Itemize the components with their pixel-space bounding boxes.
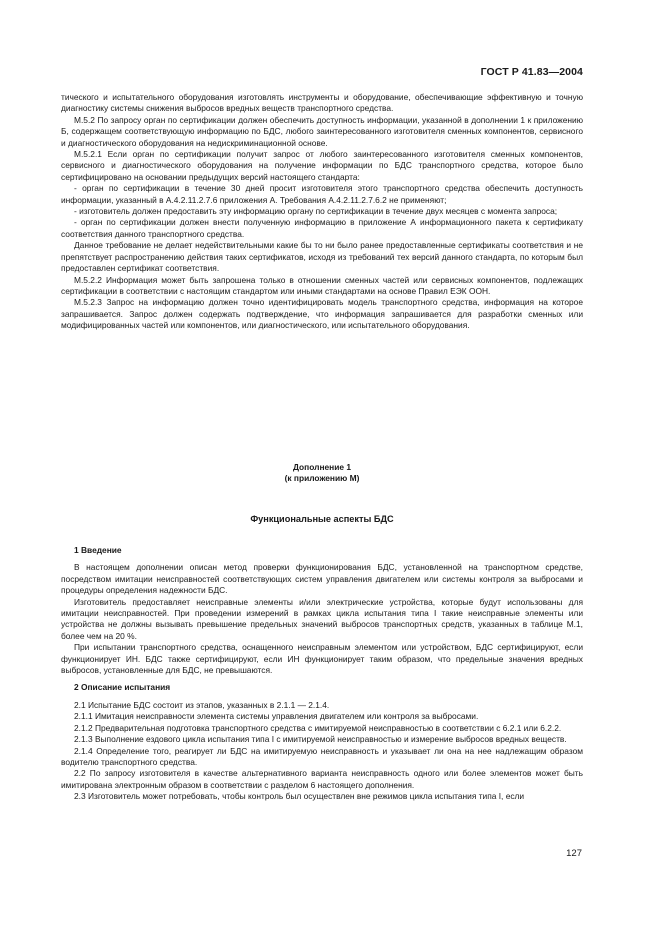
- paragraph: Данное требование не делает недействительными какие бы то ни было ранее предоставленные сертификаты соответствия и не препятствует распространению действия таких сертификатов, исходя из требований тех версий данного стандарта, по которым был предоставлен сертификат соответствия.: [61, 240, 583, 274]
- list-item: - изготовитель должен предоставить эту информацию органу по сертификации в течение двух месяцев с момента запроса;: [74, 206, 558, 217]
- paragraph: М.5.2 По запросу орган по сертификации должен обеспечить доступность информации, указанной в дополнении 1 к приложению Б, содержащем соответствующую информацию по БДС, любого заинтересованного изготовителя сменных компонентов, сервисного и диагностического оборудования на недискриминационной основе.: [61, 114, 583, 148]
- section-heading: 1 Введение: [74, 545, 122, 555]
- paragraph: 2.2 По запросу изготовителя в качестве альтернативного варианта неисправность одного или более элементов может быть имитирована электронным образом в соответствии с разделом 6 настоящего дополнения.: [61, 768, 583, 790]
- list-item: - орган по сертификации в течение 30 дней просит изготовителя этого транспортного средства обеспечить доступность информации, указанный в А.4.2.11.2.7.6 приложения А. Требования А.4.2.11.2.7.6.2 не применяют;: [61, 183, 583, 205]
- paragraph: 2.1.3 Выполнение ездового цикла испытания типа I с имитируемой неисправностью и измерение выбросов вредных веществ.: [74, 734, 567, 745]
- paragraph: тического и испытательного оборудования изготовлять инструменты и оборудование, обеспечивающие эффективную и точную диагностику системы снижения выбросов вредных веществ транспортного средства.: [61, 92, 583, 114]
- bottom-text-block: [61, 545, 583, 803]
- section-title: Функциональные аспекты БДС: [250, 514, 394, 524]
- list-item: - орган по сертификации должен внести полученную информацию в приложение А информационного пакета к сертификату соответствия данного транспортного средства.: [61, 217, 583, 239]
- paragraph: 2.1.4 Определение того, реагирует ли БДС на имитируемую неисправность и указывает ли она на нее надлежащим образом водителю транспортного средства.: [61, 745, 583, 767]
- paragraph: 2.1 Испытание БДС состоит из этапов, указанных в 2.1.1 — 2.1.4.: [74, 699, 330, 710]
- appendix-title-block: [61, 462, 583, 485]
- paragraph: При испытании транспортного средства, оснащенного неисправным элементом или устройством, БДС сертифицируют, если функционирует ИН. БДС также сертифицируют, если ИН функционирует таким образом, что предельные значения вредных выбросов, установленные для БДС, не превышаются.: [61, 642, 583, 676]
- top-text-block: [61, 92, 583, 332]
- paragraph: М.5.2.3 Запрос на информацию должен точно идентифицировать модель транспортного средства, информация на которое запрашивается. Запрос должен содержать подтверждение, что информация запрашивается для разработки сменных или модифицированных частей или компонентов, или диагностического, или испытательного оборудования.: [61, 297, 583, 331]
- paragraph: М.5.2.1 Если орган по сертификации получит запрос от любого заинтересованного изготовителя сменных компонентов, сервисного и диагностического оборудования на получение информации по БДС транспортного средства, которое было сертифицировано на основании предыдущих версий настоящего стандарта:: [61, 149, 583, 182]
- paragraph: В настоящем дополнении описан метод проверки функционирования БДС, установленной на транспортном средстве, посредством имитации неисправностей соответствующих систем управления двигателем или системы контроля за выбросами и процедуры определения надежности БДС.: [61, 562, 583, 596]
- appendix-subtitle: (к приложению М): [284, 473, 360, 484]
- paragraph: 2.3 Изготовитель может потребовать, чтобы контроль был осуществлен вне режимов цикла испытания типа I, если: [74, 791, 525, 802]
- appendix-title: Дополнение 1: [292, 462, 352, 472]
- section-heading: 2 Описание испытания: [74, 682, 171, 693]
- document-header: ГОСТ Р 41.83—2004: [480, 66, 583, 78]
- paragraph: 2.1.1 Имитация неисправности элемента системы управления двигателем или контроля за выбросами.: [74, 711, 479, 722]
- paragraph: Изготовитель предоставляет неисправные элементы и/или электрические устройства, которые будут использованы для имитации неисправностей. При проведении измерений в рамках цикла испытания типа I такие неисправные элементы или устройства не должны вызывать превышение предельных значений выбросов транспортных средств, указанных в таблице М.1, более чем на 20 %.: [61, 596, 583, 641]
- paragraph: М.5.2.2 Информация может быть запрошена только в отношении сменных частей или сервисных компонентов, подлежащих сертификации в соответствии с настоящим стандартом или иными стандартами на основе Правил ЕЭК ООН.: [61, 274, 583, 296]
- paragraph: 2.1.2 Предварительная подготовка транспортного средства с имитируемой неисправностью в соответствии с 6.2.1 или 6.2.2.: [74, 722, 562, 733]
- page-number: 127: [566, 848, 582, 859]
